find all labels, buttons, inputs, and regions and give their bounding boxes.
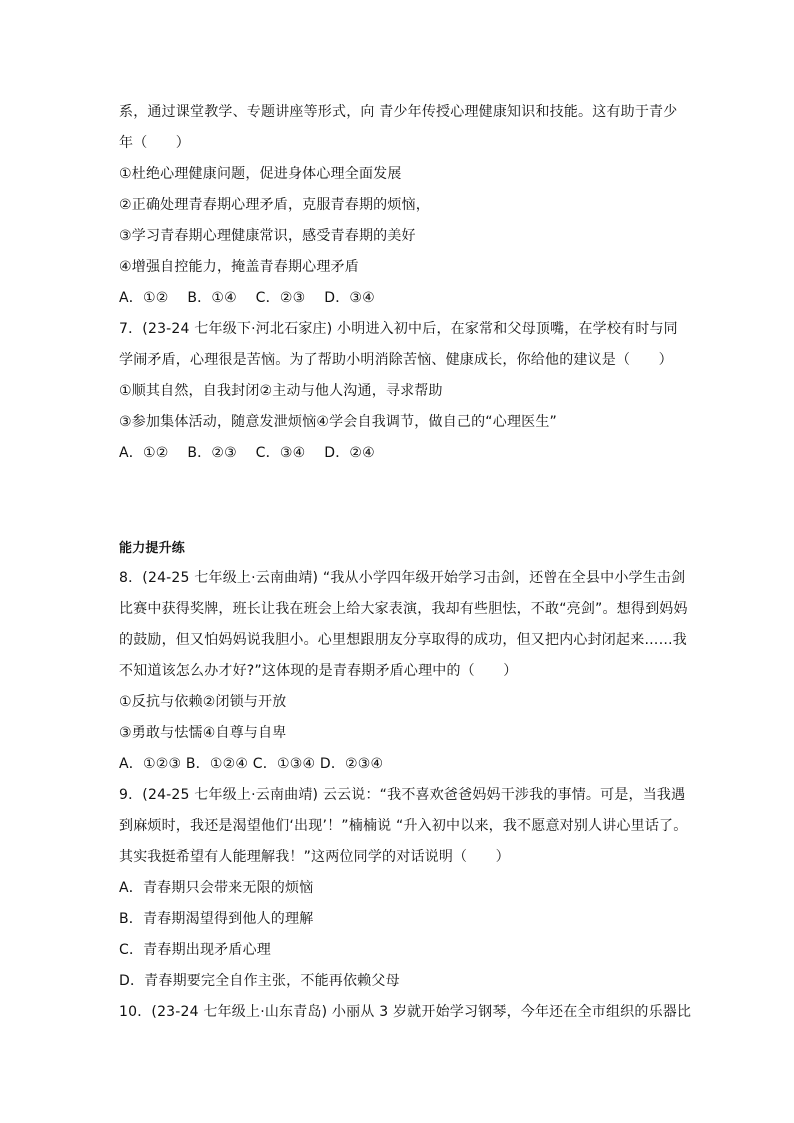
q8-options: A．①②③ B．①②④ C．①③④ D．②③④	[119, 756, 384, 772]
q8-statements-3-4: ③勇敢与怯懦④自尊与自卑	[119, 725, 287, 741]
q6-options: A．①② B．①④ C．②③ D．③④	[119, 290, 375, 306]
q6-statement-3: ③学习青春期心理健康常识，感受青春期的美好	[119, 228, 416, 244]
q8-stem-line-4: 不知道该怎么办才好?”这体现的是青春期矛盾心理中的（ ）	[119, 663, 518, 679]
q7-statements-1-2: ①顺其自然，自我封闭②主动与他人沟通，寻求帮助	[119, 383, 443, 399]
q8-stem-line-3: 的鼓励，但又怕妈妈说我胆小。心里想跟朋友分享取得的成功，但又把内心封闭起来……我	[119, 632, 687, 648]
q6-stem-line-1: 系，通过课堂教学、专题讲座等形式，向 青少年传授心理健康知识和技能。这有助于青少	[119, 104, 678, 120]
q9-option-d: D．青春期要完全自作主张，不能再依赖父母	[119, 973, 400, 989]
section-heading: 能力提升练	[119, 541, 186, 556]
q6-statement-4: ④增强自控能力，掩盖青春期心理矛盾	[119, 259, 359, 275]
q9-stem-line-1: 9．(24-25 七年级上·云南曲靖) 云云说：“我不喜欢爸爸妈妈干涉我的事情。可是，当我遇	[119, 787, 686, 803]
q8-stem-line-1: 8．(24-25 七年级上·云南曲靖) “我从小学四年级开始学习击剑，还曾在全县中小学生击剑	[119, 570, 686, 586]
q9-option-c: C．青春期出现矛盾心理	[119, 942, 271, 958]
q9-stem-line-3: 其实我挺希望有人能理解我！”这两位同学的对话说明（ ）	[119, 849, 510, 865]
q7-statements-3-4: ③参加集体活动，随意发泄烦恼④学会自我调节，做自己的“心理医生”	[119, 414, 558, 430]
q6-statement-1: ①杜绝心理健康问题，促进身体心理全面发展	[119, 166, 402, 182]
q7-options: A．①② B．②③ C．③④ D．②④	[119, 445, 375, 461]
q9-option-a: A．青春期只会带来无限的烦恼	[119, 880, 314, 896]
q7-stem-line-1: 7．(23-24 七年级下·河北石家庄) 小明进入初中后，在家常和父母顶嘴，在学校有时与同	[119, 321, 678, 337]
q6-statement-2: ②正确处理青春期心理矛盾，克服青春期的烦恼，	[119, 197, 430, 213]
q6-stem-line-2: 年（ ）	[119, 135, 190, 151]
q9-option-b: B．青春期渴望得到他人的理解	[119, 911, 314, 927]
q7-stem-line-2: 学闹矛盾，心理很是苦恼。为了帮助小明消除苦恼、健康成长，你给他的建议是（ ）	[119, 352, 673, 368]
q9-stem-line-2: 到麻烦时，我还是渴望他们‘出现’！”楠楠说 “升入初中以来，我不愿意对别人讲心里话了。	[119, 818, 688, 834]
q8-stem-line-2: 比赛中获得奖牌，班长让我在班会上给大家表演，我却有些胆怯，不敢“亮剑”。想得到妈妈	[119, 601, 688, 617]
q10-stem-line-1: 10．(23-24 七年级上·山东青岛) 小丽从 3 岁就开始学习钢琴，今年还在全市组织的乐器比	[119, 1004, 692, 1020]
q8-statements-1-2: ①反抗与依赖②闭锁与开放	[119, 694, 287, 710]
